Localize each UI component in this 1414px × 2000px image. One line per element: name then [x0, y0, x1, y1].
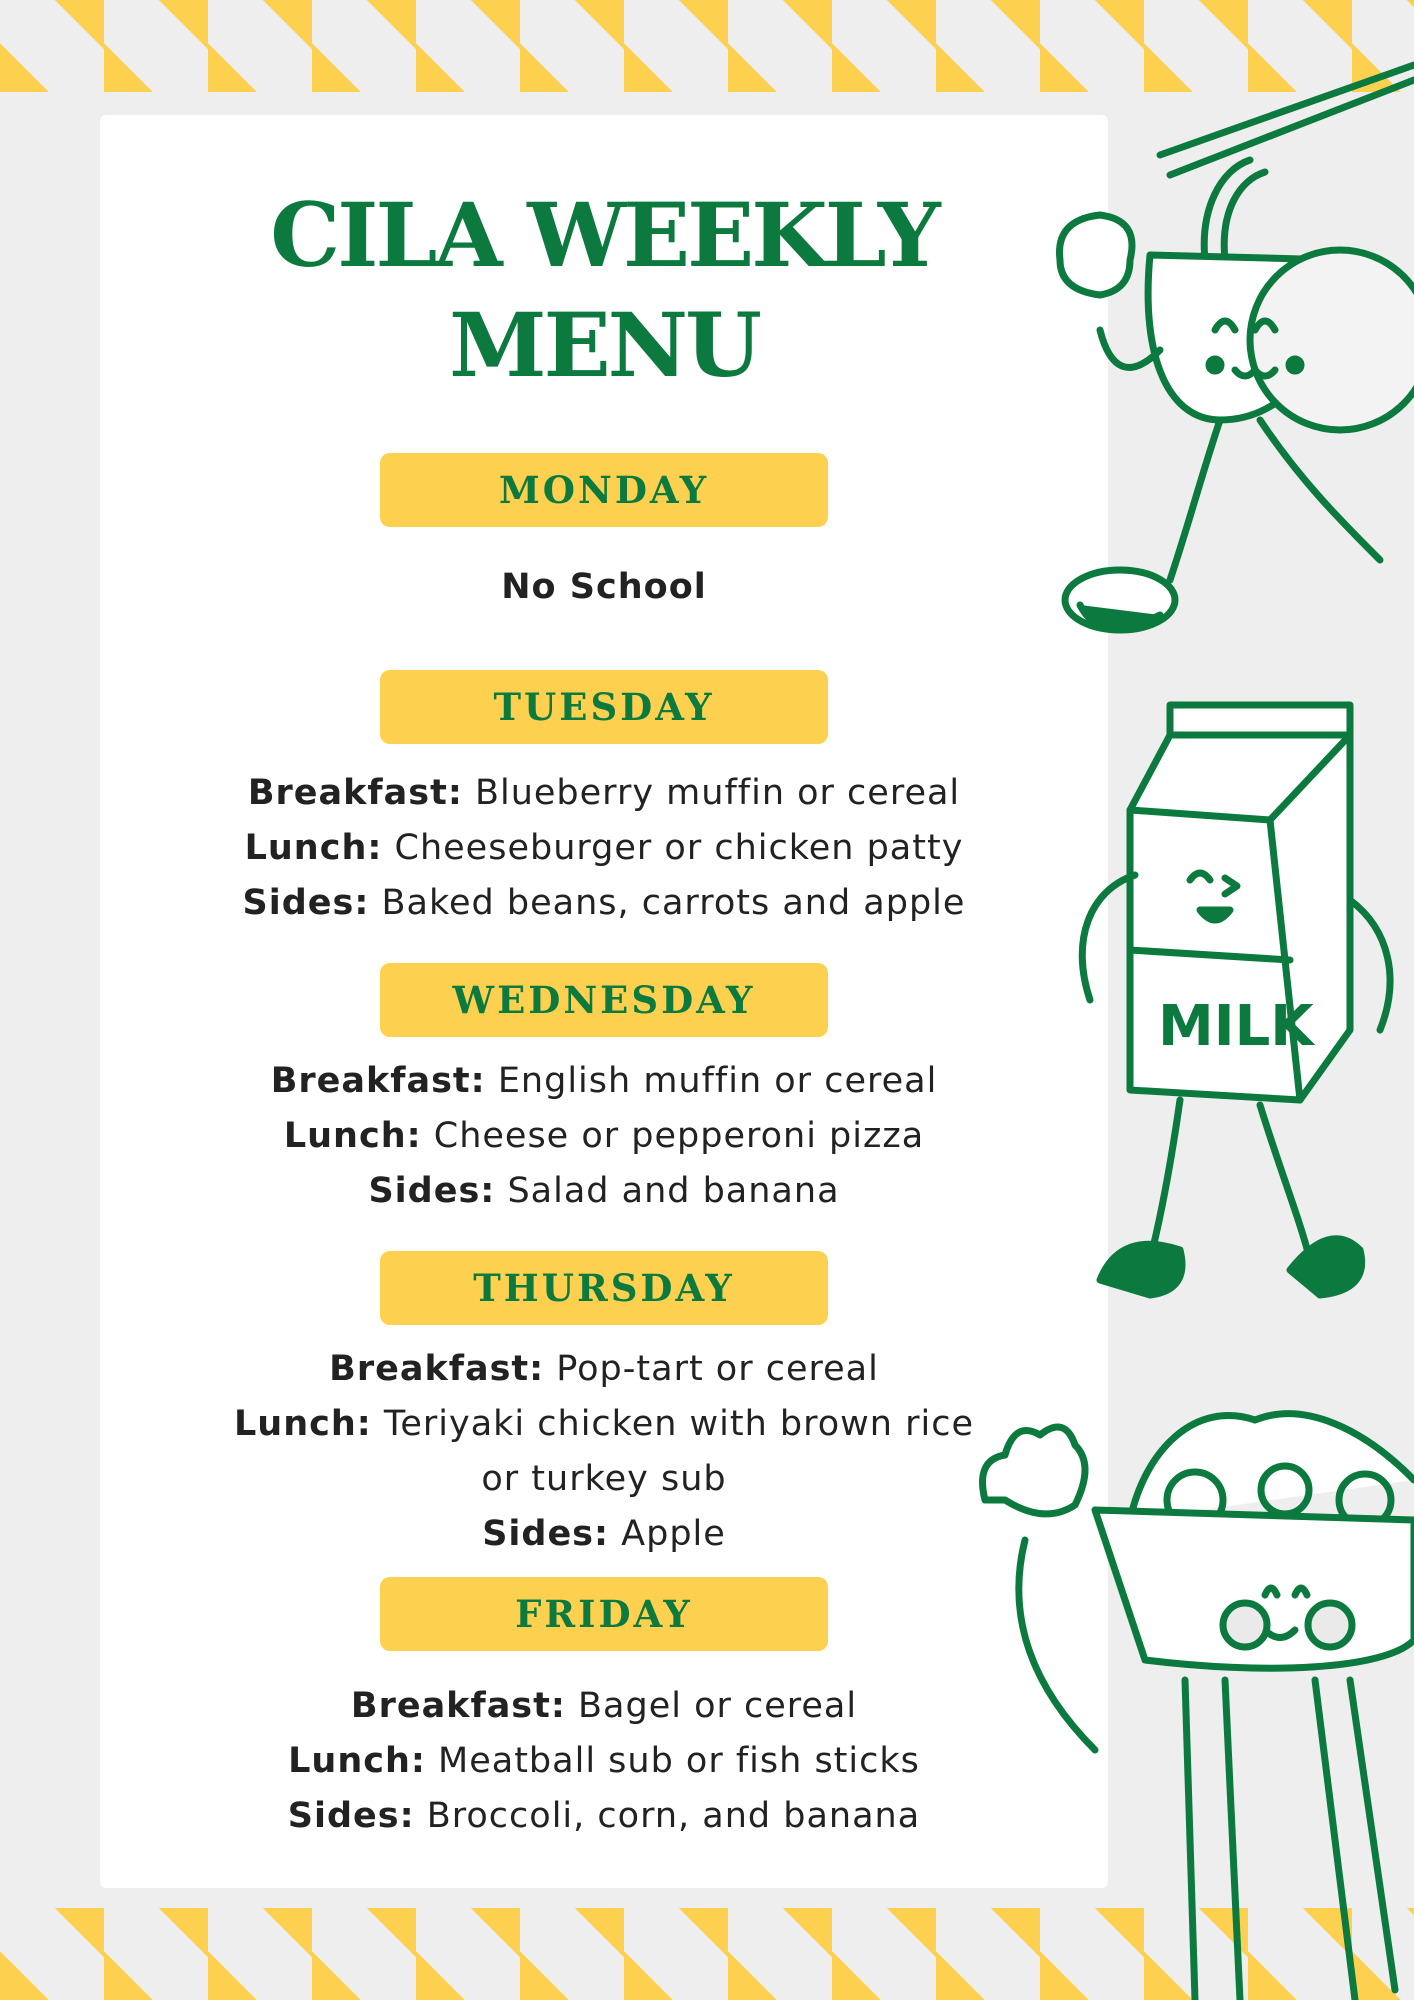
breakfast-row: Breakfast: Pop-tart or cereal — [329, 1349, 879, 1389]
day-block-friday — [150, 1679, 1058, 1844]
lunch-row: Lunch: Cheeseburger or chicken patty — [244, 828, 964, 868]
sides-row: Sides: Salad and banana — [368, 1171, 840, 1211]
breakfast-row: Breakfast: Blueberry muffin or cereal — [247, 773, 961, 813]
lunch-row: Lunch: Cheese or pepperoni pizza — [283, 1116, 925, 1156]
day-block-thursday — [150, 1342, 1058, 1562]
noodle-bowl-mascot-illustration — [1020, 60, 1414, 660]
day-header-friday: FRIDAY — [380, 1577, 828, 1651]
day-header-thursday: THURSDAY — [380, 1251, 828, 1325]
milk-label: MILK — [1158, 994, 1314, 1059]
day-header-wednesday: WEDNESDAY — [380, 963, 828, 1037]
sides-row: Sides: Broccoli, corn, and banana — [287, 1796, 921, 1836]
breakfast-row: Breakfast: English muffin or cereal — [270, 1061, 938, 1101]
sides-row: Sides: Baked beans, carrots and apple — [242, 883, 966, 923]
breakfast-row: Breakfast: Bagel or cereal — [350, 1686, 858, 1726]
milk-carton-mascot-illustration — [1050, 700, 1414, 1340]
title-line-2: MENU — [449, 293, 759, 397]
no-school-note: No School — [501, 567, 707, 607]
lunch-row: Lunch: Meatball sub or fish sticks — [288, 1741, 920, 1781]
day-block-wednesday — [150, 1054, 1058, 1219]
day-header-monday: MONDAY — [380, 453, 828, 527]
day-block-monday — [150, 560, 1058, 615]
sides-row: Sides: Apple — [482, 1514, 726, 1554]
salad-bowl-mascot-illustration — [965, 1390, 1414, 2000]
lunch-row: Lunch: Teriyaki chicken with brown rice — [233, 1404, 974, 1444]
lunch-row-continued: or turkey sub — [481, 1459, 727, 1499]
day-block-tuesday — [150, 766, 1058, 931]
page-title — [100, 180, 1108, 400]
day-header-tuesday: TUESDAY — [380, 670, 828, 744]
title-line-1: CILA WEEKLY — [270, 183, 938, 287]
